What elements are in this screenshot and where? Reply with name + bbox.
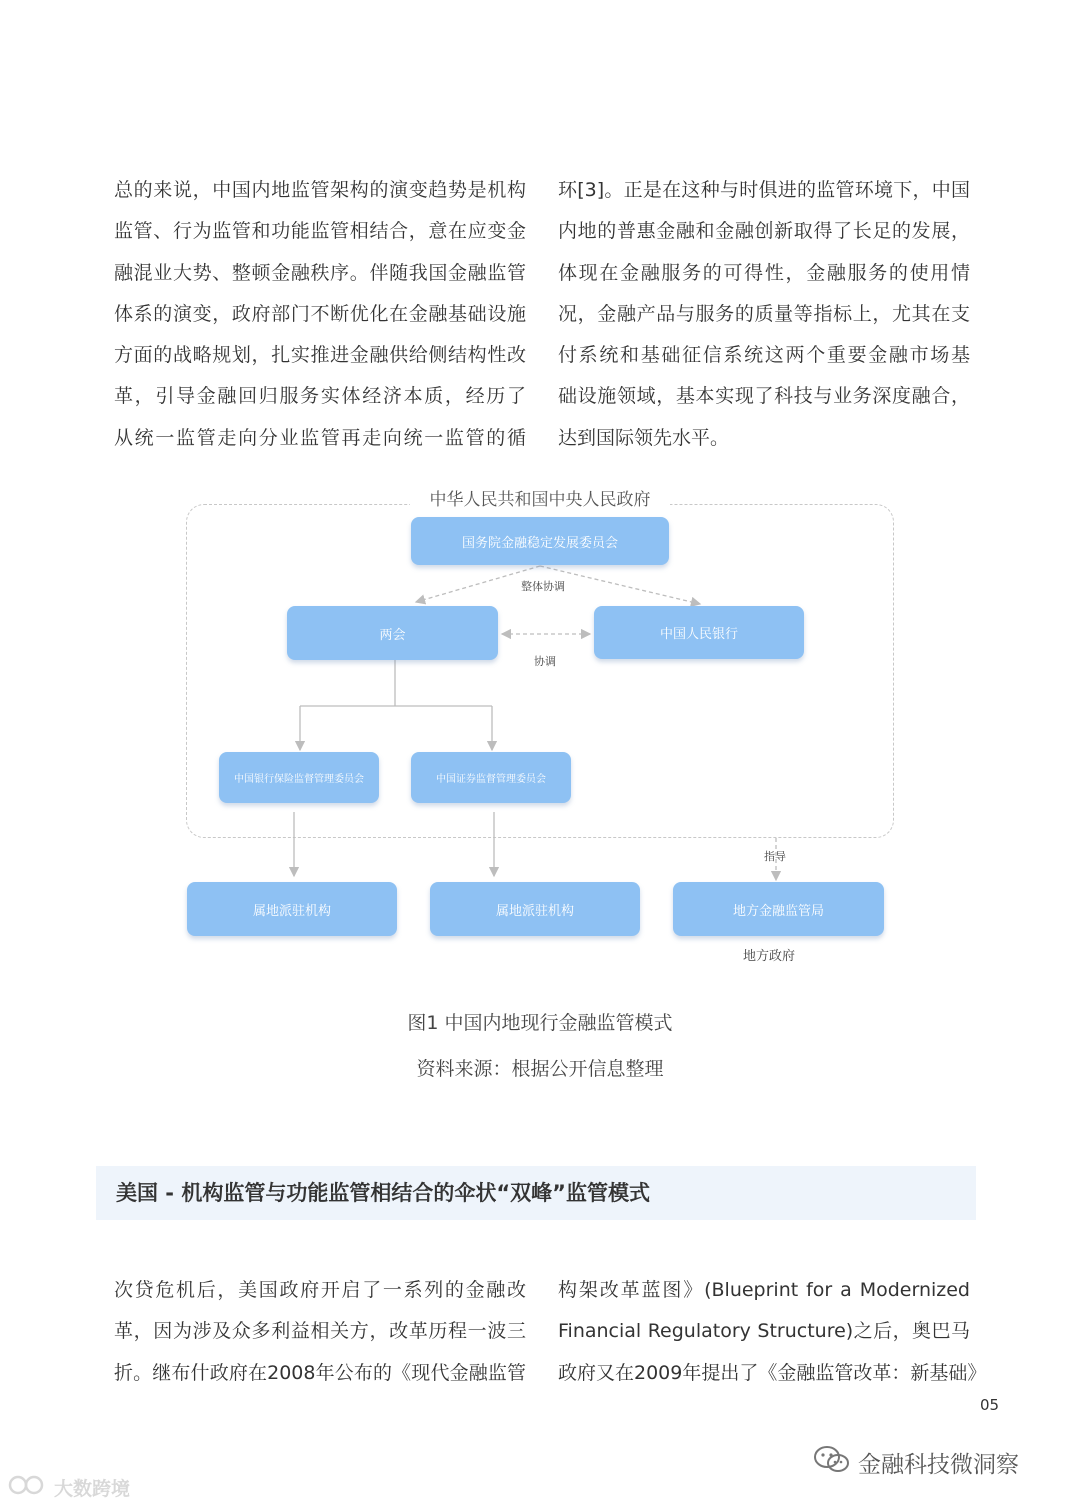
text-line: 监管、行为监管和功能监管相结合，意在应变金 xyxy=(114,220,526,243)
node-two-sessions: 两会 xyxy=(287,606,498,660)
node-financial-stability-committee: 国务院金融稳定发展委员会 xyxy=(411,517,669,565)
regulation-structure-diagram xyxy=(0,480,1080,980)
figure-source: 资料来源：根据公开信息整理 xyxy=(416,1058,664,1080)
text-line: 革，因为涉及众多利益相关方，改革历程一波三 xyxy=(114,1320,526,1343)
watermark-logo xyxy=(8,1472,130,1502)
text-line: 达到国际领先水平。 xyxy=(558,426,730,449)
text-line: 体系的演变，政府部门不断优化在金融基础设施 xyxy=(114,302,526,325)
text-line: 折。继布什政府在2008年公布的《现代金融监管 xyxy=(114,1361,526,1384)
text-line: 体现在金融服务的可得性，金融服务的使用情 xyxy=(558,261,970,284)
label-guidance: 指导 xyxy=(764,850,786,863)
text-line: 方面的战略规划，扎实推进金融供给侧结构性改 xyxy=(114,344,526,367)
paragraph-2-right-column xyxy=(558,1270,987,1394)
text-line: 础设施领域，基本实现了科技与业务深度融合， xyxy=(558,385,970,408)
dashujujing-logo-icon xyxy=(8,1472,50,1502)
section-heading-band xyxy=(96,1166,976,1220)
watermark-text: 金融科技微洞察 xyxy=(858,1451,1019,1478)
text-line: 内地的普惠金融和金融创新取得了长足的发展， xyxy=(558,220,970,243)
frame-title: 中华人民共和国中央人民政府 xyxy=(410,488,670,512)
paragraph-1-right-column xyxy=(558,170,970,459)
text-line: 融混业大势、整顿金融秩序。伴随我国金融监管 xyxy=(114,261,526,284)
watermark-text: 大数跨境 xyxy=(54,1477,131,1500)
text-line: 总的来说，中国内地监管架构的演变趋势是机构 xyxy=(114,179,526,201)
text-line: 环[3]。正是在这种与时俱进的监管环境下，中国 xyxy=(558,179,970,201)
text-line: 从统一监管走向分业监管再走向统一监管的循 xyxy=(114,426,526,449)
text-line: 构架改革蓝图》(Blueprint for a Modernized xyxy=(558,1279,970,1301)
text-line: Financial Regulatory Structure)之后，奥巴马 xyxy=(558,1320,970,1343)
text-line: 次贷危机后，美国政府开启了一系列的金融改 xyxy=(114,1279,526,1301)
text-line: 况，金融产品与服务的质量等指标上，尤其在支 xyxy=(558,302,970,325)
text-line: 政府又在2009年提出了《金融监管改革：新基础》 xyxy=(558,1361,987,1384)
wechat-icon xyxy=(812,1444,852,1480)
node-local-office-2: 属地派驻机构 xyxy=(430,882,640,936)
figure-caption: 图1 中国内地现行金融监管模式 xyxy=(407,1012,673,1034)
text-line: 革，引导金融回归服务实体经济本质，经历了 xyxy=(114,385,526,408)
section-title: 美国 - 机构监管与功能监管相结合的伞状“双峰”监管模式 xyxy=(116,1181,650,1205)
node-local-office-1: 属地派驻机构 xyxy=(187,882,397,936)
node-pboc: 中国人民银行 xyxy=(594,606,804,659)
page-number: 05 xyxy=(980,1396,1000,1414)
paragraph-1-left-column xyxy=(114,170,526,459)
text-line: 付系统和基础征信系统这两个重要金融市场基 xyxy=(558,344,970,367)
label-local-government: 地方政府 xyxy=(743,949,796,964)
label-overall-coordination: 整体协调 xyxy=(521,580,565,593)
node-csrc: 中国证券监督管理委员会 xyxy=(411,752,571,803)
paragraph-2-left-column xyxy=(114,1270,526,1394)
node-cbirc: 中国银行保险监督管理委员会 xyxy=(219,752,379,803)
watermark-wechat xyxy=(812,1444,1019,1480)
label-coordination: 协调 xyxy=(534,655,556,668)
node-local-financial-bureau: 地方金融监管局 xyxy=(673,882,884,936)
